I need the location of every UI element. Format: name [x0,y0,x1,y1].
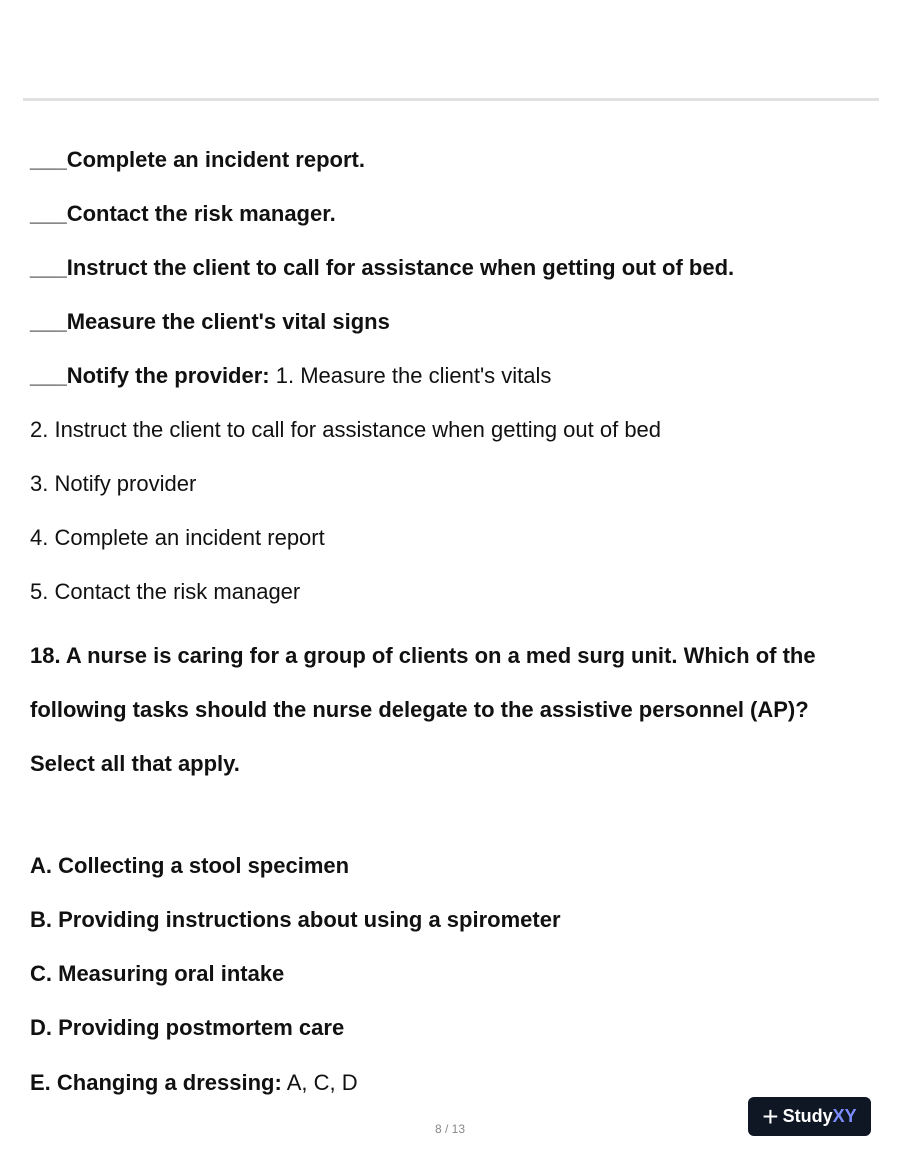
plus-icon: + [762,1100,779,1132]
answer-line: 5. Contact the risk manager [30,579,301,604]
question-answer: A, C, D [281,1070,358,1095]
option-b: B. Providing instructions about using a spirometer [30,907,561,932]
question-line: 18. A nurse is caring for a group of clients on a med surg unit. Which of the [30,643,816,668]
page-number: 8 / 13 [434,1122,466,1136]
answer-line: 3. Notify provider [30,471,197,496]
answer-line: 4. Complete an incident report [30,525,325,550]
step-line: ___Contact the risk manager. [30,201,336,226]
option-c: C. Measuring oral intake [30,961,285,986]
step-line: ___Complete an incident report. [30,147,365,172]
answer-text: 1. Measure the client's vitals [269,363,552,388]
step-line: ___Notify the provider: 1. Measure the client's vitals [30,363,552,388]
step-line: ___Measure the client's vital signs [30,309,390,334]
header-divider [23,98,879,101]
answer-line: 2. Instruct the client to call for assistance when getting out of bed [30,417,662,442]
studyxy-logo[interactable]: + Study XY [748,1097,871,1136]
option-d: D. Providing postmortem care [30,1015,345,1040]
question-line: Select all that apply. [30,751,240,776]
question-line: following tasks should the nurse delegate to the assistive personnel (AP)? [30,697,809,722]
step-line: ___Instruct the client to call for assistance when getting out of bed. [30,255,735,280]
option-a: A. Collecting a stool specimen [30,853,350,878]
option-e: E. Changing a dressing: A, C, D [30,1070,358,1095]
